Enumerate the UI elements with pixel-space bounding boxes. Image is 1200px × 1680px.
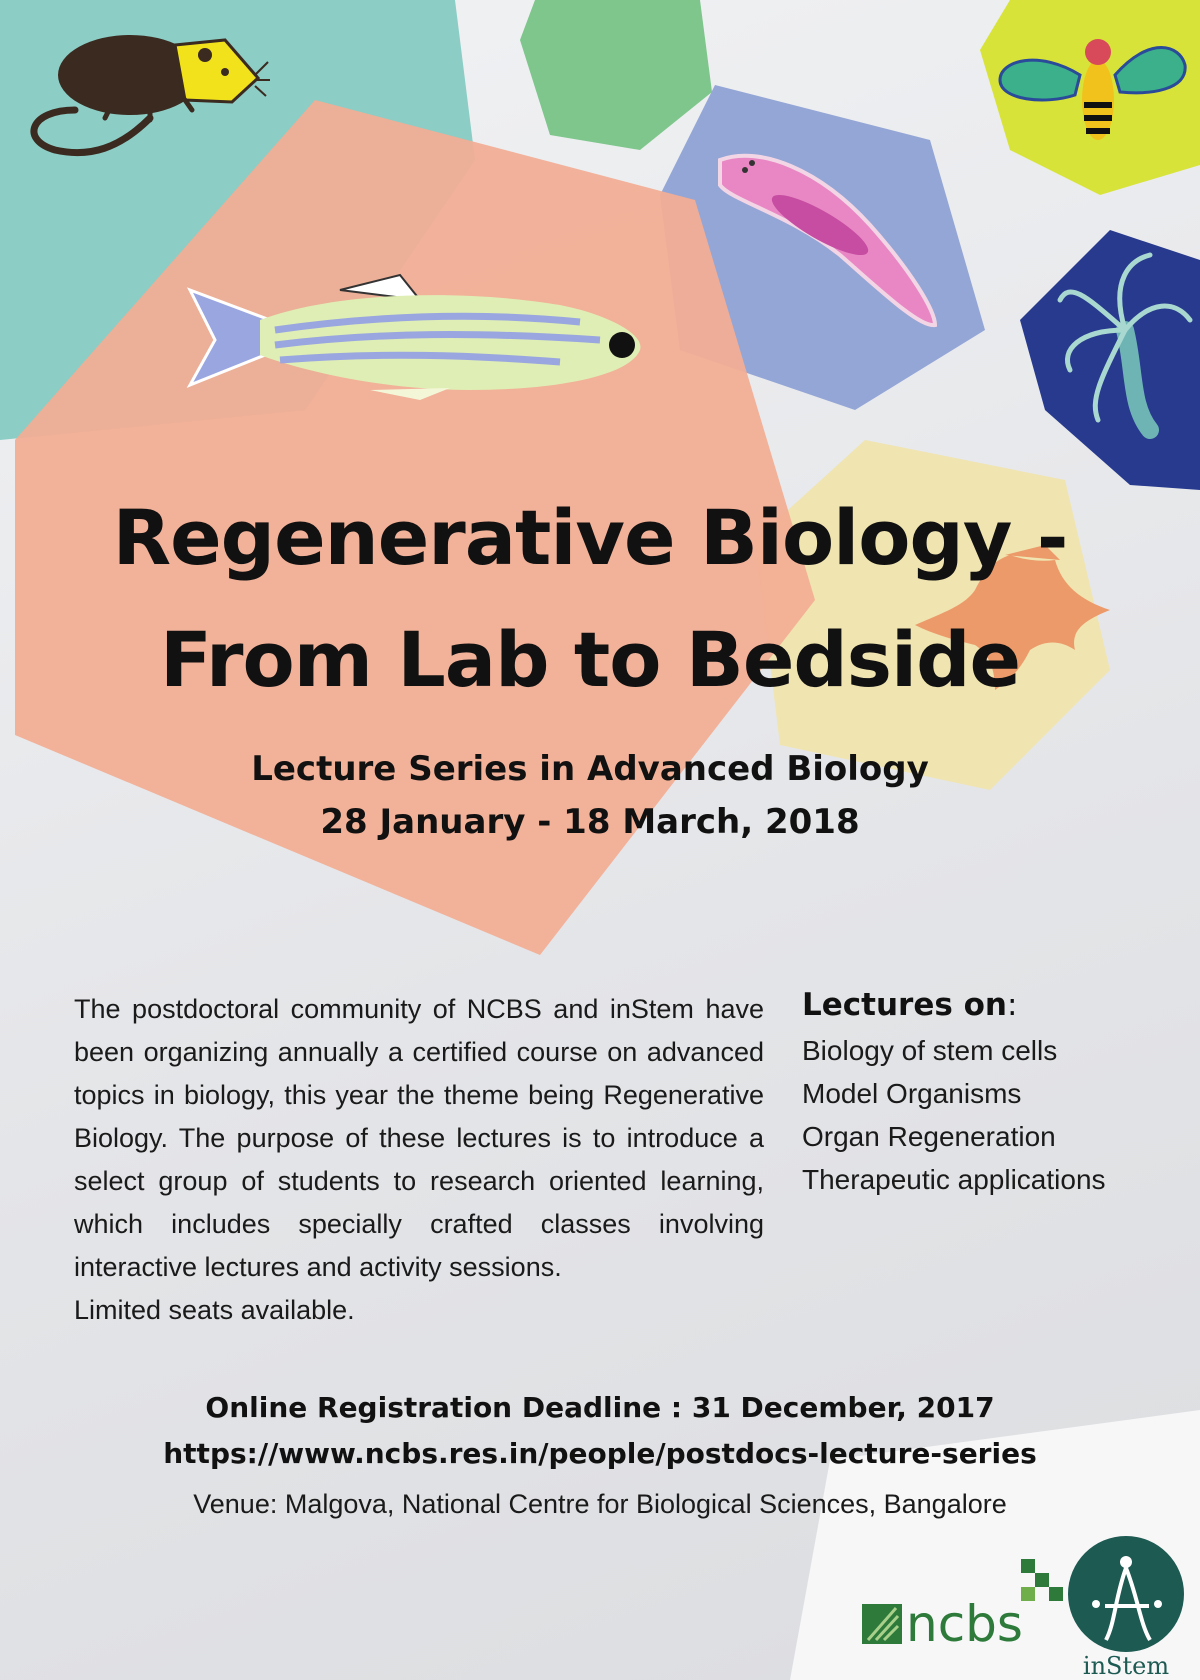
logos-area — [860, 1528, 1200, 1680]
lectures-heading-colon: : — [1006, 987, 1018, 1023]
lectures-heading — [802, 985, 1182, 1025]
instem-wordmark: inStem — [1082, 1652, 1170, 1680]
venue-text: Venue: Malgova, National Centre for Biological Sciences, Bangalore — [193, 1489, 1007, 1519]
logos-svg — [860, 1528, 1200, 1680]
lectures-list — [802, 1029, 1182, 1201]
description-text: The postdoctoral community of NCBS and inStem have been organizing annually a certified course on advanced topics in biology, this year the theme being Regenerative Biology. The purpose of these lectures is to introduce a select group of students to research oriented learning, which includes specially crafted classes involving interactive lectures and activity sessions. — [74, 994, 764, 1282]
green-hexagon — [520, 0, 712, 150]
lecture-topic: Organ Regeneration — [802, 1121, 1056, 1152]
ncbs-logo — [862, 1559, 1063, 1653]
lecture-topic: Model Organisms — [802, 1078, 1022, 1109]
title-line-2: From Lab to Bedside — [159, 615, 1021, 704]
lecture-topic: Biology of stem cells — [802, 1035, 1058, 1066]
title-line-1: Regenerative Biology - — [112, 493, 1068, 582]
lectures-heading-text: Lectures on — [802, 987, 1007, 1023]
registration-deadline: Online Registration Deadline : 31 December, 2017 — [205, 1391, 995, 1424]
lectures-block — [802, 985, 1182, 1201]
subtitle: Lecture Series in Advanced Biology — [251, 749, 929, 789]
description-block — [74, 988, 764, 1332]
lecture-topic: Therapeutic applications — [802, 1164, 1106, 1195]
instem-logo — [1068, 1536, 1184, 1680]
registration-url[interactable]: https://www.ncbs.res.in/people/postdocs-lecture-series — [163, 1437, 1037, 1470]
limited-seats: Limited seats available. — [74, 1295, 355, 1325]
event-dates: 28 January - 18 March, 2018 — [320, 802, 860, 842]
ncbs-wordmark: ncbs — [906, 1595, 1023, 1653]
